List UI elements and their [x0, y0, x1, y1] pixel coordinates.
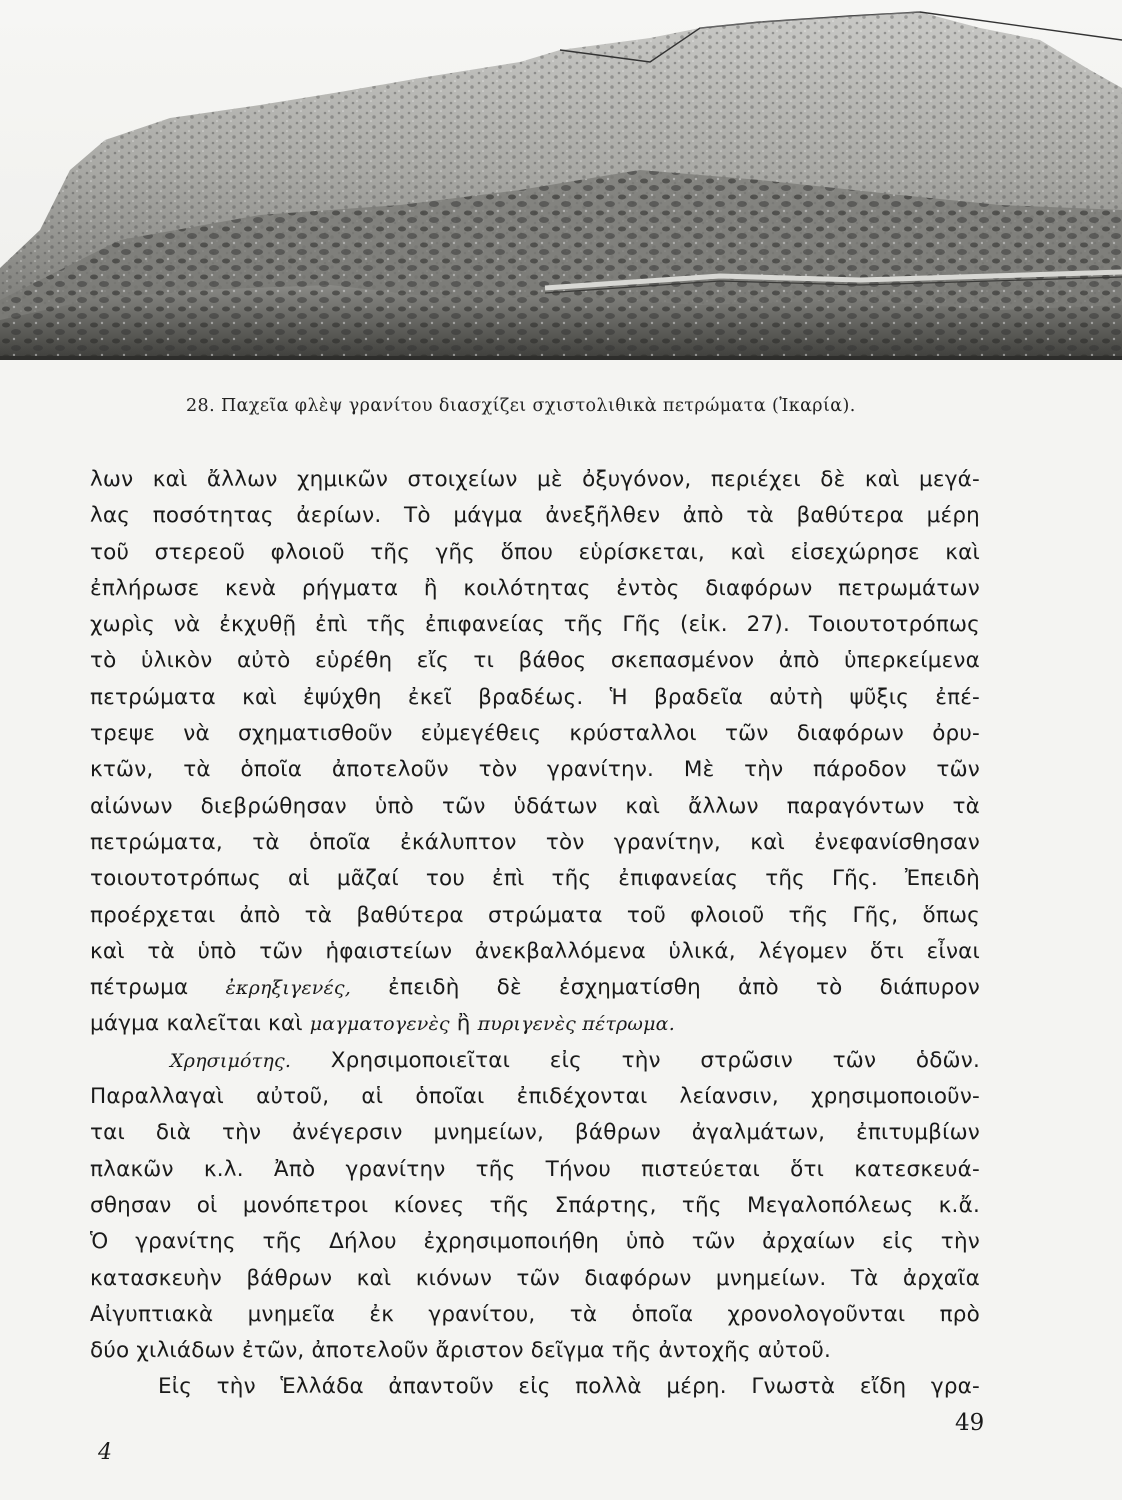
text-line: αἰώνων διεβρώθησαν ὑπὸ τῶν ὑδάτων καὶ ἄλλων παραγόντων τὰ [90, 793, 980, 819]
text-line: τοῦ στερεοῦ φλοιοῦ τῆς γῆς ὅπου εὑρίσκεται, καὶ εἰσεχώρησε καὶ [90, 539, 980, 565]
text-line: Εἰς τὴν Ἑλλάδα ἀπαντοῦν εἰς πολλὰ μέρη. Γνωστὰ εἴδη γρα- [158, 1374, 980, 1400]
text-line: Αἰγυπτιακὰ μνημεῖα ἐκ γρανίτου, τὰ ὁποῖα χρονολογοῦνται πρὸ [90, 1301, 980, 1327]
text-line: Ὁ γρανίτης τῆς Δήλου ἐχρησιμοποιήθη ὑπὸ τῶν ἀρχαίων εἰς τὴν [90, 1229, 980, 1255]
text-line: τρεψε νὰ σχηματισθοῦν εὐμεγέθεις κρύσταλλοι τῶν διαφόρων ὀρυ- [90, 721, 980, 747]
text-line: προέρχεται ἀπὸ τὰ βαθύτερα στρώματα τοῦ φλοιοῦ τῆς Γῆς, ὅπως [90, 902, 980, 928]
paragraph-uses [90, 1043, 980, 1370]
text-line: κατασκευὴν βάθρων καὶ κιόνων τῶν διαφόρων μνημείων. Τὰ ἀρχαῖα [90, 1265, 980, 1291]
text-run: μάγμα καλεῖται καὶ [90, 1011, 310, 1037]
text-line: σθησαν οἱ μονόπετροι κίονες τῆς Σπάρτης, τῆς Μεγαλοπόλεως κ.ἄ. [90, 1192, 980, 1218]
text-line-with-term [90, 970, 980, 1006]
text-line: καὶ τὰ ὑπὸ τῶν ἡφαιστείων ἀνεκβαλλόμενα ὑλικά, λέγομεν ὅτι εἶναι [90, 938, 980, 964]
text-line: πλακῶν κ.λ. Ἀπὸ γρανίτην τῆς Τήνου πιστεύεται ὅτι κατεσκευά- [90, 1156, 980, 1182]
text-line: ἐπλήρωσε κενὰ ρήγματα ἢ κοιλότητας ἐντὸς διαφόρων πετρωμάτων [90, 575, 980, 601]
mountain-landscape-photo [0, 0, 1122, 360]
text-line: δύο χιλιάδων ἐτῶν, ἀποτελοῦν ἄριστον δεῖγμα τῆς ἀντοχῆς αὐτοῦ. [90, 1338, 832, 1364]
page-number: 49 [955, 1410, 985, 1436]
text-line-with-terms [90, 1006, 980, 1042]
text-line: πετρώματα, τὰ ὁποῖα ἐκάλυπτον τὸν γρανίτην, καὶ ἐνεφανίσθησαν [90, 829, 980, 855]
term-magmatic: μαγματογενὲς [309, 1013, 450, 1036]
signature-mark: 4 [98, 1440, 112, 1465]
text-line: λων καὶ ἄλλων χημικῶν στοιχείων μὲ ὀξυγόνον, περιέχει δὲ καὶ μεγά- [90, 467, 980, 492]
text-line: πετρώματα καὶ ἐψύχθη ἐκεῖ βραδέως. Ἡ βραδεῖα αὐτὴ ψῦξις ἐπέ- [90, 684, 980, 710]
text-line: λας ποσότητας ἀερίων. Τὸ μάγμα ἀνεξῆλθεν ἀπὸ τὰ βαθύτερα μέρη [90, 503, 980, 529]
paragraph-granite-origin [90, 462, 980, 1043]
text-line: τὸ ὑλικὸν αὐτὸ εὑρέθη εἴς τι βάθος σκεπασμένον ἀπὸ ὑπερκείμενα [90, 648, 980, 674]
text-run: πέτρωμα [90, 975, 226, 1001]
term-igneous-rock: πυριγενὲς πέτρωμα. [477, 1013, 675, 1036]
figure-caption: 28. Παχεῖα φλὲψ γρανίτου διασχίζει σχιστολιθικὰ πετρώματα (Ἰκαρία). [186, 396, 856, 416]
text-run: ἐπειδὴ δὲ ἐσχηματίσθη ἀπὸ τὸ διάπυρον [351, 975, 980, 1001]
text-line: κτῶν, τὰ ὁποῖα ἀποτελοῦν τὸν γρανίτην. Μὲ τὴν πάροδον τῶν [90, 757, 980, 783]
text-line: ται διὰ τὴν ἀνέγερσιν μνημείων, βάθρων ἀγαλμάτων, ἐπιτυμβίων [90, 1120, 980, 1146]
text-line: τοιουτοτρόπως αἱ μᾶζαί του ἐπὶ τῆς ἐπιφανείας τῆς Γῆς. Ἐπειδὴ [90, 866, 980, 892]
paragraph-greece-occurrence [90, 1369, 980, 1405]
body-text [90, 462, 980, 1406]
text-line: χωρὶς νὰ ἐκχυθῇ ἐπὶ τῆς ἐπιφανείας τῆς Γῆς (εἰκ. 27). Τοιουτοτρόπως [90, 612, 980, 638]
section-heading-usefulness: Χρησιμότης. [170, 1049, 292, 1072]
text-run: ἢ [449, 1011, 478, 1037]
term-explosive: ἐκρηξιγενές, [225, 977, 352, 1000]
text-line: Παραλλαγαὶ αὐτοῦ, αἱ ὁποῖαι ἐπιδέχονται λείανσιν, χρησιμοποιοῦν- [90, 1084, 980, 1110]
text-run: Χρησιμοποιεῖται εἰς τὴν στρῶσιν τῶν ὁδῶν. [291, 1047, 980, 1073]
text-line-with-heading [90, 1043, 980, 1079]
